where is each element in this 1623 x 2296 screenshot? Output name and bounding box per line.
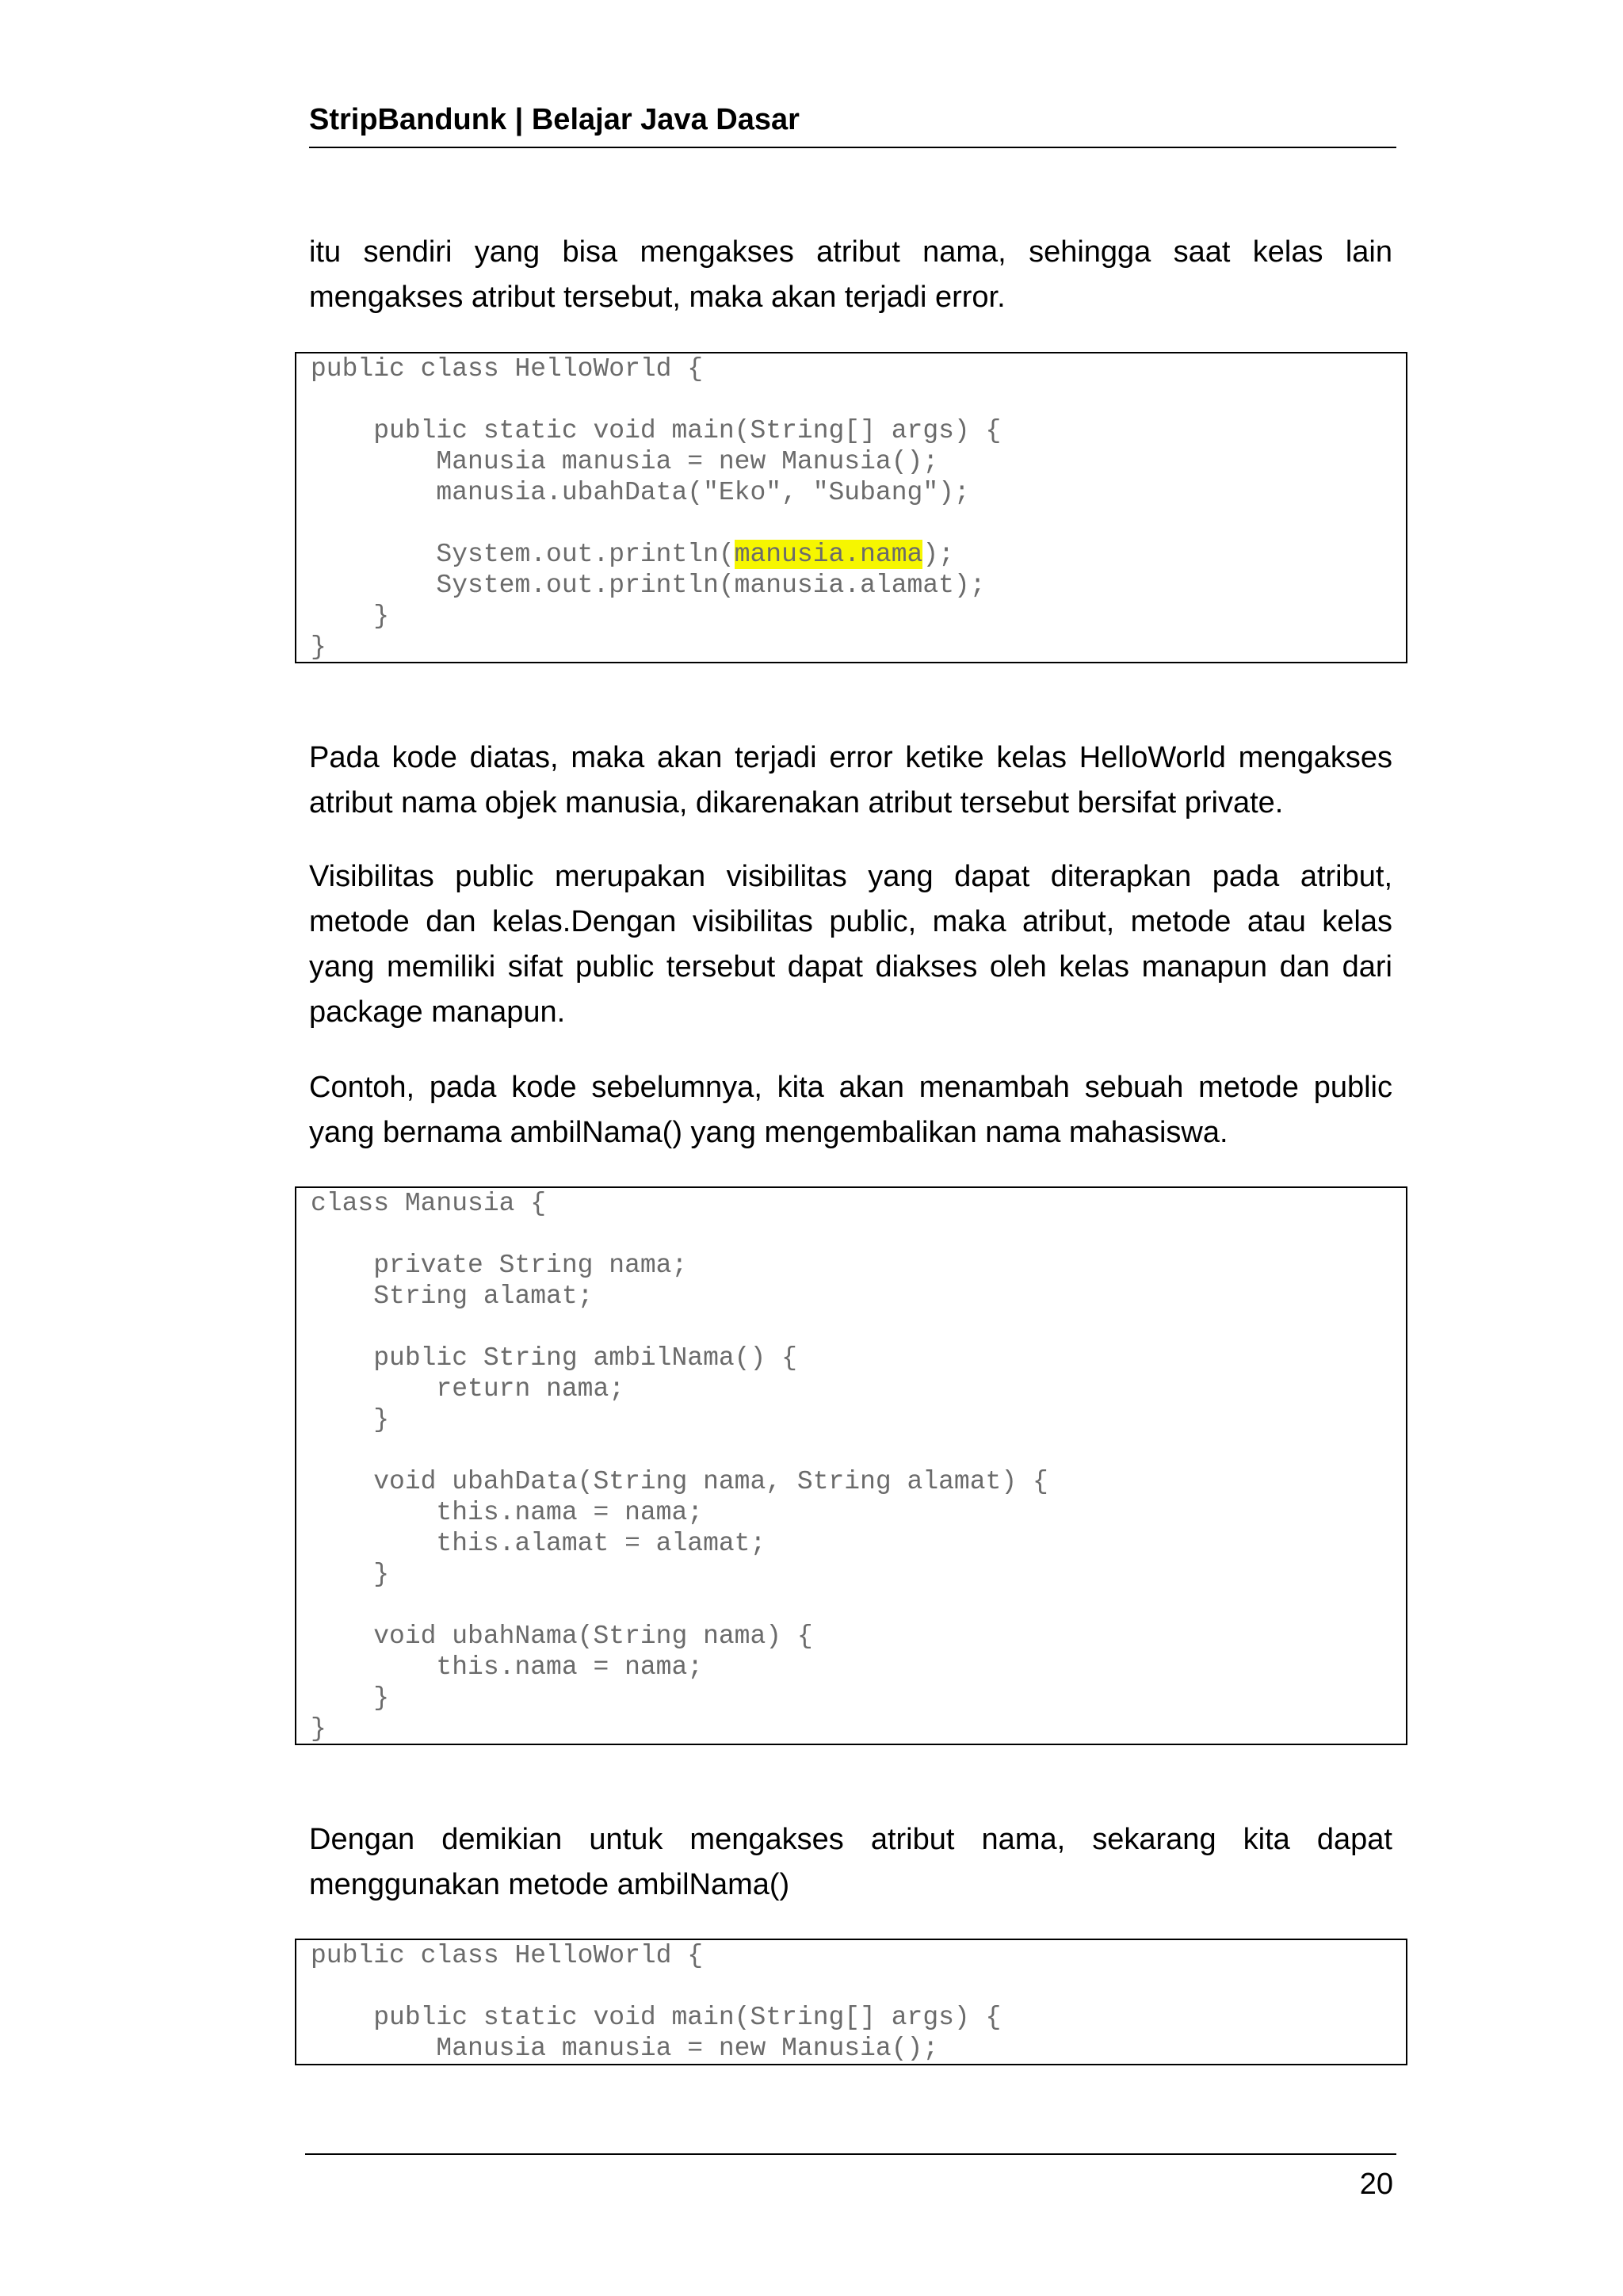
paragraph-error-explanation: Pada kode diatas, maka akan terjadi error ketike kelas HelloWorld mengakses atribut nama objek manusia, dikarenakan atribut tersebut bersifat private. — [309, 741, 1392, 819]
paragraph-conclusion: Dengan demikian untuk mengakses atribut nama, sekarang kita dapat menggunakan metode ambilNama() — [309, 1823, 1392, 1901]
page-number: 20 — [1359, 2168, 1393, 2201]
code-text: ); System.out.println(manusia.alamat); } } — [311, 540, 986, 662]
code-text: public class HelloWorld { public static void main(String[] args) { Manusia manusia = new Manusia(); manusia.ubahData("Eko", "Subang"); System.out.println( — [311, 354, 1002, 569]
page-header — [309, 99, 1396, 148]
paragraph-public-visibility: Visibilitas public merupakan visibilitas yang dapat diterapkan pada atribut, metode dan kelas.Dengan visibilitas public, maka atribut, metode atau kelas yang memiliki sifat public tersebut dapat diakses oleh kelas manapun dan dari package manapun. — [309, 860, 1392, 1029]
code-listing — [296, 353, 1406, 663]
code-listing: public class HelloWorld { public static void main(String[] args) { Manusia manusia = new Manusia(); — [311, 1941, 1002, 2063]
paragraph-intro: itu sendiri yang bisa mengakses atribut nama, sehingga saat kelas lain mengakses atribut tersebut, maka akan terjadi error. — [309, 235, 1392, 314]
code-block-helloworld-ambilnama — [295, 1939, 1407, 2065]
code-listing: class Manusia { private String nama; String alamat; public String ambilNama() { return nama; } void ubahData(String nama, String alamat) { this.nama = nama; this.alamat = alamat; } void ubahNama(String nama) { this.nama = nama; } } — [311, 1189, 1048, 1744]
code-block-helloworld-error — [295, 352, 1407, 663]
paragraph-example: Contoh, pada kode sebelumnya, kita akan menambah sebuah metode public yang bernama ambilNama() yang mengembalikan nama mahasiswa. — [309, 1071, 1392, 1149]
code-block-manusia-class — [295, 1186, 1407, 1745]
header-title: StripBandunk | Belajar Java Dasar — [309, 103, 800, 136]
footer-divider — [305, 2153, 1396, 2155]
highlighted-code: manusia.nama — [734, 540, 923, 569]
